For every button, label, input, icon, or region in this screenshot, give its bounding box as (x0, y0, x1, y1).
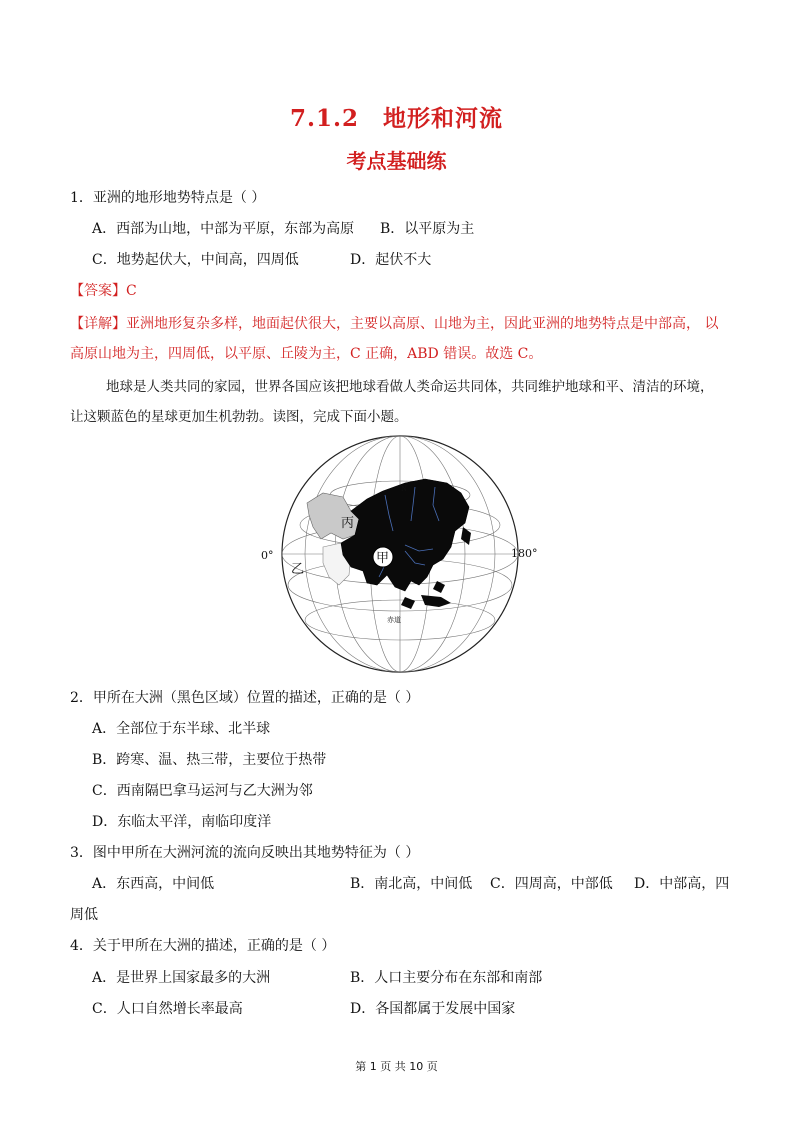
q2-option-d: D．东临太平洋，南临印度洋 (92, 814, 272, 830)
globe-map-figure (255, 435, 545, 673)
q1-option-a: A．西部为山地，中部为平原，东部为高原 (92, 221, 355, 237)
label-north: N (401, 485, 408, 493)
label-0-degree: 0° (261, 549, 274, 562)
q3-option-b: B．南北高，中间低 (350, 876, 473, 892)
q3-stem: 3．图中甲所在大洲河流的流向反映出其地势特征为（ ） (70, 845, 420, 861)
q1-detail-line1: 【详解】亚洲地形复杂多样，地面起伏很大，主要以高原、山地为主，因此亚洲的地势特点是中部高， 以 (70, 316, 719, 332)
q2-option-c: C．西南隔巴拿马运河与乙大洲为邻 (92, 783, 313, 799)
label-yi: 乙 (291, 562, 305, 577)
q4-option-c: C．人口自然增长率最高 (92, 1001, 243, 1017)
q3-option-d-continued: 周低 (70, 907, 98, 923)
label-equator: 赤道 (387, 616, 401, 624)
q1-detail-line2: 高原山地为主，四周低，以平原、丘陵为主，C 正确，ABD 错误。故选 C。 (70, 346, 543, 362)
q1-answer: 【答案】C (70, 283, 137, 299)
q1-stem: 1．亚洲的地形地势特点是（ ） (70, 190, 266, 206)
q4-stem: 4．关于甲所在大洲的描述，正确的是（ ） (70, 938, 336, 954)
passage-line1: 地球是人类共同的家园，世界各国应该把地球看做人类命运共同体，共同维护地球和平、清洁的环境， (106, 379, 714, 395)
label-180-degree: 180° (511, 547, 538, 560)
q3-option-c: C．四周高，中部低 (490, 876, 613, 892)
passage-line2: 让这颗蓝色的星球更加生机勃勃。读图，完成下面小题。 (70, 409, 408, 425)
q2-option-b: B．跨寒、温、热三带，主要位于热带 (92, 752, 327, 768)
q2-stem: 2．甲所在大洲（黑色区域）位置的描述，正确的是（ ） (70, 690, 420, 706)
q4-option-d: D．各国都属于发展中国家 (350, 1001, 516, 1017)
q1-option-c: C．地势起伏大，中间高，四周低 (92, 252, 299, 268)
page-title: 7.1.2 地形和河流 (289, 105, 504, 132)
q1-option-b: B．以平原为主 (380, 221, 475, 237)
q4-option-b: B．人口主要分布在东部和南部 (350, 970, 543, 986)
q3-option-d: D．中部高，四 (634, 876, 730, 892)
label-bing: 丙 (341, 516, 355, 531)
q4-option-a: A．是世界上国家最多的大洲 (92, 970, 271, 986)
q1-option-d: D．起伏不大 (350, 252, 432, 268)
q2-option-a: A．全部位于东半球、北半球 (92, 721, 271, 737)
q3-option-a: A．东西高，中间低 (92, 876, 215, 892)
label-jia: 甲 (376, 551, 390, 566)
page-subtitle: 考点基础练 (346, 149, 447, 173)
page-footer: 第 1 页 共 10 页 (355, 1060, 438, 1073)
